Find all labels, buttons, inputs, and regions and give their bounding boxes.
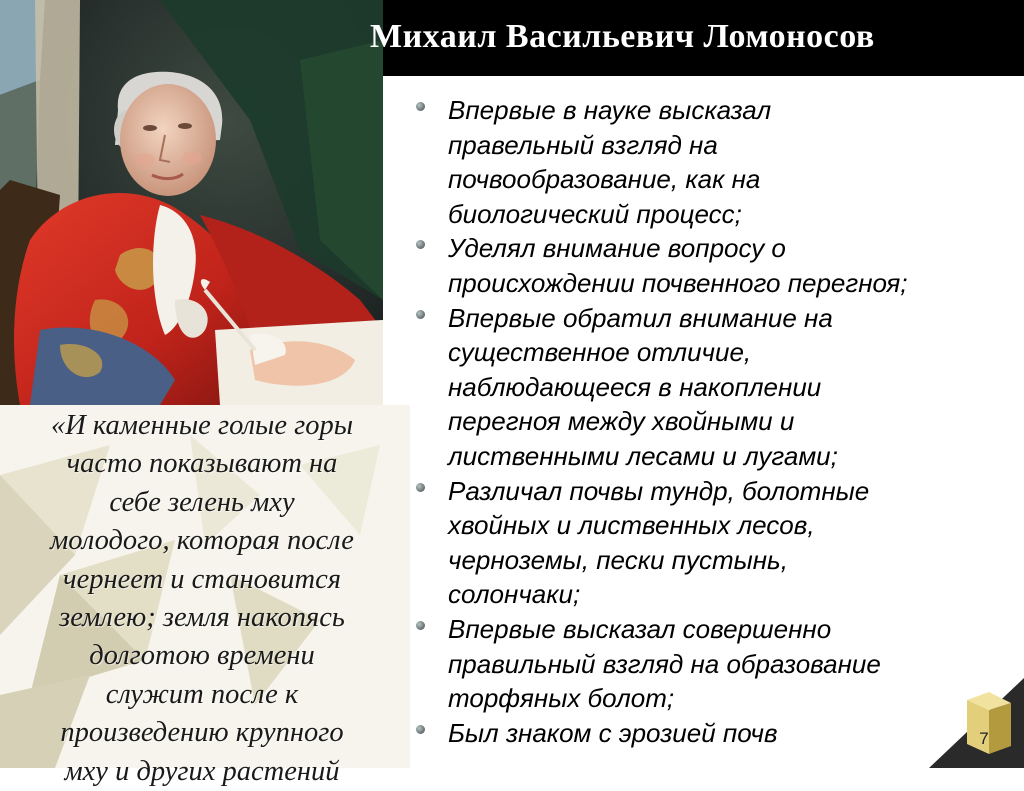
quote-line: молодого, которая после — [50, 525, 354, 557]
list-item — [410, 301, 1010, 474]
bullet-dot-icon — [416, 102, 425, 111]
page-number: 7 — [979, 729, 989, 748]
list-item-line: Впервые обратил внимание на — [448, 302, 833, 333]
list-item-line: лиственными лесами и лугами; — [448, 440, 838, 471]
bullet-dot-icon — [416, 240, 425, 249]
quote-text — [2, 407, 402, 791]
list-item-line: черноземы, пески пустынь, — [448, 544, 788, 575]
achievements-list — [410, 93, 1010, 750]
list-item-line: правельный взгляд на — [448, 129, 718, 160]
quote-line: мху и других растений — [64, 755, 340, 787]
list-item — [410, 93, 1010, 231]
list-item — [410, 612, 1010, 716]
quote-line: «И каменные голые горы — [50, 410, 354, 441]
list-item-line: Был знаком с эрозией почв — [448, 717, 778, 748]
list-item — [410, 474, 1010, 612]
bullet-dot-icon — [416, 725, 425, 734]
quote-line: часто показывают на — [66, 448, 338, 480]
list-item — [410, 716, 1010, 751]
portrait-image — [0, 0, 383, 405]
list-item-line: хвойных и лиственных лесов, — [448, 510, 815, 541]
list-item-line: существенное отличие, — [448, 337, 752, 368]
quote-panel — [0, 405, 410, 787]
list-item-line: происхождении почвенного перегноя; — [448, 267, 908, 298]
list-item-line: Уделял внимание вопросу о — [448, 233, 786, 264]
quote-line: произведению крупного — [60, 717, 344, 749]
list-item-line: торфяных болот; — [448, 683, 675, 714]
bullet-dot-icon — [416, 483, 425, 492]
list-item-line: Впервые высказал совершенно — [448, 613, 832, 644]
list-item-line: правильный взгляд на образование — [448, 648, 881, 679]
corner-cube-decoration — [929, 678, 1024, 768]
list-item — [410, 231, 1010, 300]
list-item-line: Различал почвы тундр, болотные — [448, 475, 870, 506]
quote-line: себе зелень мху — [109, 486, 295, 518]
quote-line: чернеет и становится — [63, 563, 341, 595]
list-item-line: перегноя между хвойными и — [448, 406, 795, 437]
list-item-line: биологический процесс; — [448, 198, 742, 229]
list-item-line: наблюдающееся в накоплении — [448, 371, 822, 402]
list-item-line: Впервые в науке высказал — [448, 95, 772, 125]
bullet-dot-icon — [416, 310, 425, 319]
slide-title: Михаил Васильевич Ломоносов — [370, 18, 875, 55]
quote-line: служит после к — [105, 678, 299, 710]
quote-line: долготою времени — [89, 640, 315, 672]
list-item-line: солончаки; — [448, 579, 581, 610]
list-item-line: почвообразование, как на — [448, 164, 761, 195]
quote-line: землею; земля накопясь — [59, 602, 345, 634]
bullet-dot-icon — [416, 621, 425, 630]
